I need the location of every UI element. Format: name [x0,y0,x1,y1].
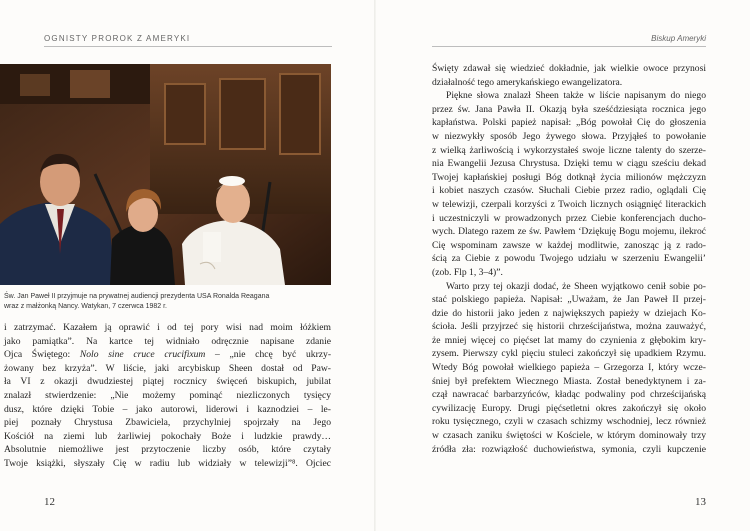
text-line [4,348,331,362]
caption-line: wraz z małżonką Nancy. Watykan, 7 czerwca 1982 r. [4,303,168,310]
text-line: jako pamiątka”. Na kartce tej widniało odręcznie napisane zdanie [4,335,331,347]
photo-papal-audience [0,64,331,285]
text-line: i uczestniczyli w prowadzonych przez Ciebie konferencjach ducho- [432,212,706,224]
text-line: Twoje książki, słyszały Cię w radiu lub widziały w telewizji”⁸. Ojciec [4,457,331,469]
text-line: i kobiet naszych czasów. Słuchali Ciebie przez radio, oglądali Cię [432,185,706,197]
header-rule-right [432,46,706,47]
right-page [375,0,750,531]
photo-caption [4,292,330,312]
text-span: Ojca Świętego: [4,349,80,361]
text-line: Cię wspominam zawsze w każdej modlitwie, zanosząc ją z rado- [432,239,706,251]
caption-line: Św. Jan Paweł II przyjmuje na prywatnej audiencji prezydenta USA Ronalda Reagana [4,293,270,300]
text-line: Absolutnie niemożliwe jest przytoczenie liczby osób, które czytały [4,444,331,456]
text-line: nia Ewangelii Jezusa Chrystusa. Dzięki temu w ciągu sześciu dekad [432,158,706,170]
text-line: Święty zdawał się wiedzieć dokładnie, jak wielkie owoce przynosi [432,63,706,74]
body-text-right [432,62,706,456]
text-line: i zatrzymać. Kazałem ją oprawić i od tej pory wisi nad moim łóżkiem [4,322,331,333]
latin-quote: Nolo sine cruce crucifixum [79,349,206,361]
text-line: kapłaństwa. Polski papież napisał: „Bóg powołał Cię do głoszenia [432,117,706,129]
text-span: – „nie chcę być ukrzy- [205,349,332,361]
text-line: Warto przy tej okazji dodać, że Sheen wyjątkowo cenił sobie po- [446,280,706,292]
text-line: Piękne słowa znalazł Sheen także w liście napisanym do niego [446,90,706,102]
running-head-right: Biskup Ameryki [651,34,706,43]
text-line: przez św. Jana Pawła II. Okazją była sześćdziesiąta rocznica jego [432,103,706,115]
text-line: roku tysięcznego, czyli w czasach schizmy wschodniej, lecz również [432,416,706,428]
text-line: ścią za Ciebie z powodu Twojego udziału w szerzeniu Ewangelii’ [432,253,706,265]
running-head-left: OGNISTY PROROK Z AMERYKI [44,34,191,43]
text-line: źródła zła: rozwiązłość duchowieństwa, symonia, czyli kupczenie [432,443,706,455]
text-line: z wielką żarliwością i wykorzystałeś swoje liczne talenty do szerze- [432,144,706,156]
text-line: Twojej kapłańskiej posługi Bóg dotknął życia milionów mężczyzn [432,171,706,183]
page-number-right: 13 [695,496,706,508]
text-line: śniej był prefektem Wiecznego Miasta. Został benedyktynem i za- [432,375,706,387]
text-line: Wtedy Bóg powołał wielkiego papieża – Grzegorza I, który wcze- [432,362,706,374]
text-line: piej poznały Chrystusa Zbawiciela, przychylniej spojrzały na Jego [4,417,331,429]
text-line: działalność tego amerykańskiego ewangelizatora. [432,76,623,88]
text-line: Kościół na ziemi lub żarliwiej pokochały Boże i ludzkie prawdy… [4,430,331,442]
text-line: czął nawracać barbarzyńców, kładąc podwaliny pod chrześcijańską [432,389,706,401]
body-text-left [4,321,331,471]
text-line: że mniej więcej co pięćset lat mamy do czynienia z głębokim kry- [432,334,706,346]
text-line: znalazł stwierdzenie: „Nie możemy pominąć niezliczonych tysięcy [4,389,331,401]
text-line: dusz, które dzięki Tobie – jako autorowi, liderowi i kaznodziei – le- [4,403,331,415]
header-rule-left [44,46,332,47]
text-line: żowany bez krzyża”. W liście, jaki arcybiskup Sheen dostał od Paw- [4,362,331,374]
text-line: wych. Dlatego razem ze św. Pawłem ‘Dziękuję Bogu mojemu, ilekroć [432,226,706,238]
text-line: w telewizji, czerpali korzyści z Twoich licznych osiągnięć literackich [432,198,706,210]
text-line: ścioła. Jeśli przyjrzeć się historii chrześcijaństwa, można zauważyć, [432,321,706,333]
text-line: cywilizację Europy. Drugi pięćsetletni okres zakończył się około [432,402,706,414]
page-number-left: 12 [44,496,55,508]
text-line: ła VI z okazji dwudziestej piątej rocznicy święceń biskupich, jubilat [4,376,331,388]
text-line: stać polskiego papieża. Napisał: „Uważam, że Jan Paweł II przej- [432,294,706,306]
text-line: zysem. Pierwszy cykl pięciu stuleci zakończył się upadkiem Rzymu. [432,348,706,360]
text-line: dzie do historii jako jeden z największych papieży w dziejach Ko- [432,307,706,319]
text-line: w czasach zaniku świętości w Kościele, w którym dominowały trzy [432,430,706,442]
photo-illustration [0,64,331,285]
text-line: (zob. Flp 1, 3–4)”. [432,266,503,278]
text-line: w niezwykły sposób Jego żywego słowa. Przyjąłeś to powołanie [432,130,706,142]
